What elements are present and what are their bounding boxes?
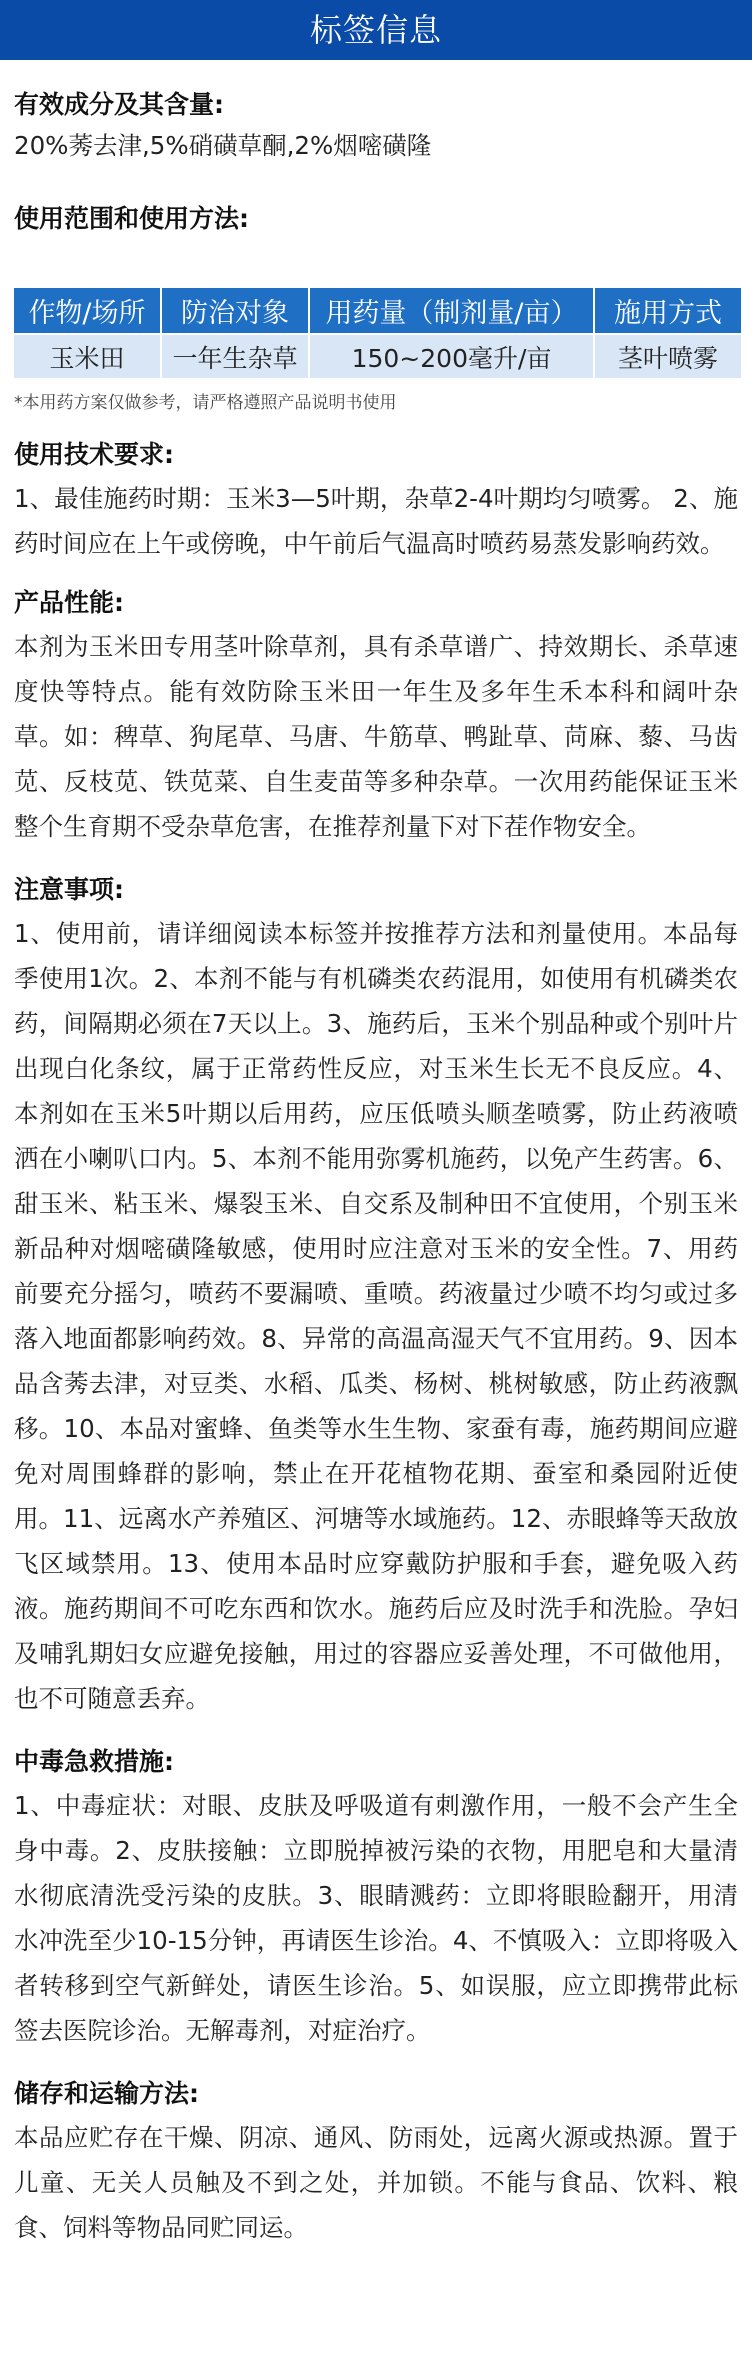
usage-disclaimer-note: *本用药方案仅做参考，请严格遵照产品说明书使用 <box>14 393 397 413</box>
section-title-notices: 注意事项: <box>14 875 124 904</box>
dosage-table <box>12 286 743 380</box>
table-row <box>14 335 741 378</box>
section-storage <box>14 2077 738 2250</box>
cell-dosage: 150~200毫升/亩 <box>310 335 593 378</box>
section-performance <box>14 586 738 849</box>
page-header <box>0 0 752 60</box>
label-content <box>0 60 752 2250</box>
section-title-usage-range: 使用范围和使用方法: <box>14 204 249 233</box>
section-title-first-aid: 中毒急救措施: <box>14 1747 174 1776</box>
cell-method: 茎叶喷雾 <box>595 335 741 378</box>
section-first-aid <box>14 1745 738 2053</box>
section-tech-requirements <box>14 438 738 566</box>
dosage-table-header-row <box>14 288 741 333</box>
header-crop: 作物/场所 <box>14 288 160 333</box>
section-title-active-ingredient: 有效成分及其含量: <box>14 90 224 119</box>
performance-text: 本剂为玉米田专用茎叶除草剂，具有杀草谱广、持效期长、杀草速度快等特点。能有效防除玉米田一年生及多年生禾本科和阔叶杂草。如：稗草、狗尾草、马唐、牛筋草、鸭趾草、苘麻、藜、马齿苋、反枝苋、铁苋菜、自生麦苗等多种杂草。一次用药能保证玉米整个生育期不受杂草危害，在推荐剂量下对下茬作物安全。 <box>14 632 738 841</box>
header-method: 施用方式 <box>595 288 741 333</box>
cell-target: 一年生杂草 <box>162 335 308 378</box>
section-notices <box>14 873 738 1721</box>
section-title-performance: 产品性能: <box>14 588 124 617</box>
section-active-ingredient <box>14 88 738 166</box>
header-target: 防治对象 <box>162 288 308 333</box>
cell-crop: 玉米田 <box>14 335 160 378</box>
tech-requirements-text: 1、最佳施药时期：玉米3—5叶期，杂草2-4叶期均匀喷雾。 2、施药时间应在上午或傍晚，中午前后气温高时喷药易蒸发影响药效。 <box>14 484 738 558</box>
header-dosage: 用药量（制剂量/亩） <box>310 288 593 333</box>
section-title-tech-requirements: 使用技术要求: <box>14 440 174 469</box>
active-ingredient-text: 20%莠去津,5%硝磺草酮,2%烟嘧磺隆 <box>14 131 432 160</box>
page-title: 标签信息 <box>309 11 442 49</box>
first-aid-text: 1、中毒症状：对眼、皮肤及呼吸道有刺激作用，一般不会产生全身中毒。2、皮肤接触：立即脱掉被污染的衣物，用肥皂和大量清水彻底清洗受污染的皮肤。3、眼睛溅药：立即将眼睑翻开，用清水冲洗至少10-15分钟，再请医生诊治。4、不慎吸入：立即将吸入者转移到空气新鲜处，请医生诊治。5、如误服，应立即携带此标签去医院诊治。无解毒剂，对症治疗。 <box>14 1791 738 2045</box>
storage-text: 本品应贮存在干燥、阴凉、通风、防雨处，远离火源或热源。置于儿童、无关人员触及不到之处，并加锁。不能与食品、饮料、粮食、饲料等物品同贮同运。 <box>14 2123 738 2242</box>
section-usage-range <box>14 202 738 418</box>
section-title-storage: 储存和运输方法: <box>14 2079 199 2108</box>
notices-text: 1、使用前，请详细阅读本标签并按推荐方法和剂量使用。本品每季使用1次。2、本剂不能与有机磷类农药混用，如使用有机磷类农药，间隔期必须在7天以上。3、施药后，玉米个别品种或个别叶片出现白化条纹，属于正常药性反应，对玉米生长无不良反应。4、本剂如在玉米5叶期以后用药，应压低喷头顺垄喷雾，防止药液喷洒在小喇叭口内。5、本剂不能用弥雾机施药，以免产生药害。6、甜玉米、粘玉米、爆裂玉米、自交系及制种田不宜使用，个别玉米新品种对烟嘧磺隆敏感，使用时应注意对玉米的安全性。7、用药前要充分摇匀，喷药不要漏喷、重喷。药液量过少喷不均匀或过多落入地面都影响药效。8、异常的高温高湿天气不宜用药。9、因本品含莠去津，对豆类、水稻、瓜类、杨树、桃树敏感，防止药液飘移。10、本品对蜜蜂、鱼类等水生生物、家蚕有毒，施药期间应避免对周围蜂群的影响，禁止在开花植物花期、蚕室和桑园附近使用。11、远离水产养殖区、河塘等水域施药。12、赤眼蜂等天敌放飞区域禁用。13、使用本品时应穿戴防护服和手套，避免吸入药液。施药期间不可吃东西和饮水。施药后应及时洗手和洗脸。孕妇及哺乳期妇女应避免接触，用过的容器应妥善处理，不可做他用，也不可随意丢弃。 <box>14 919 738 1713</box>
